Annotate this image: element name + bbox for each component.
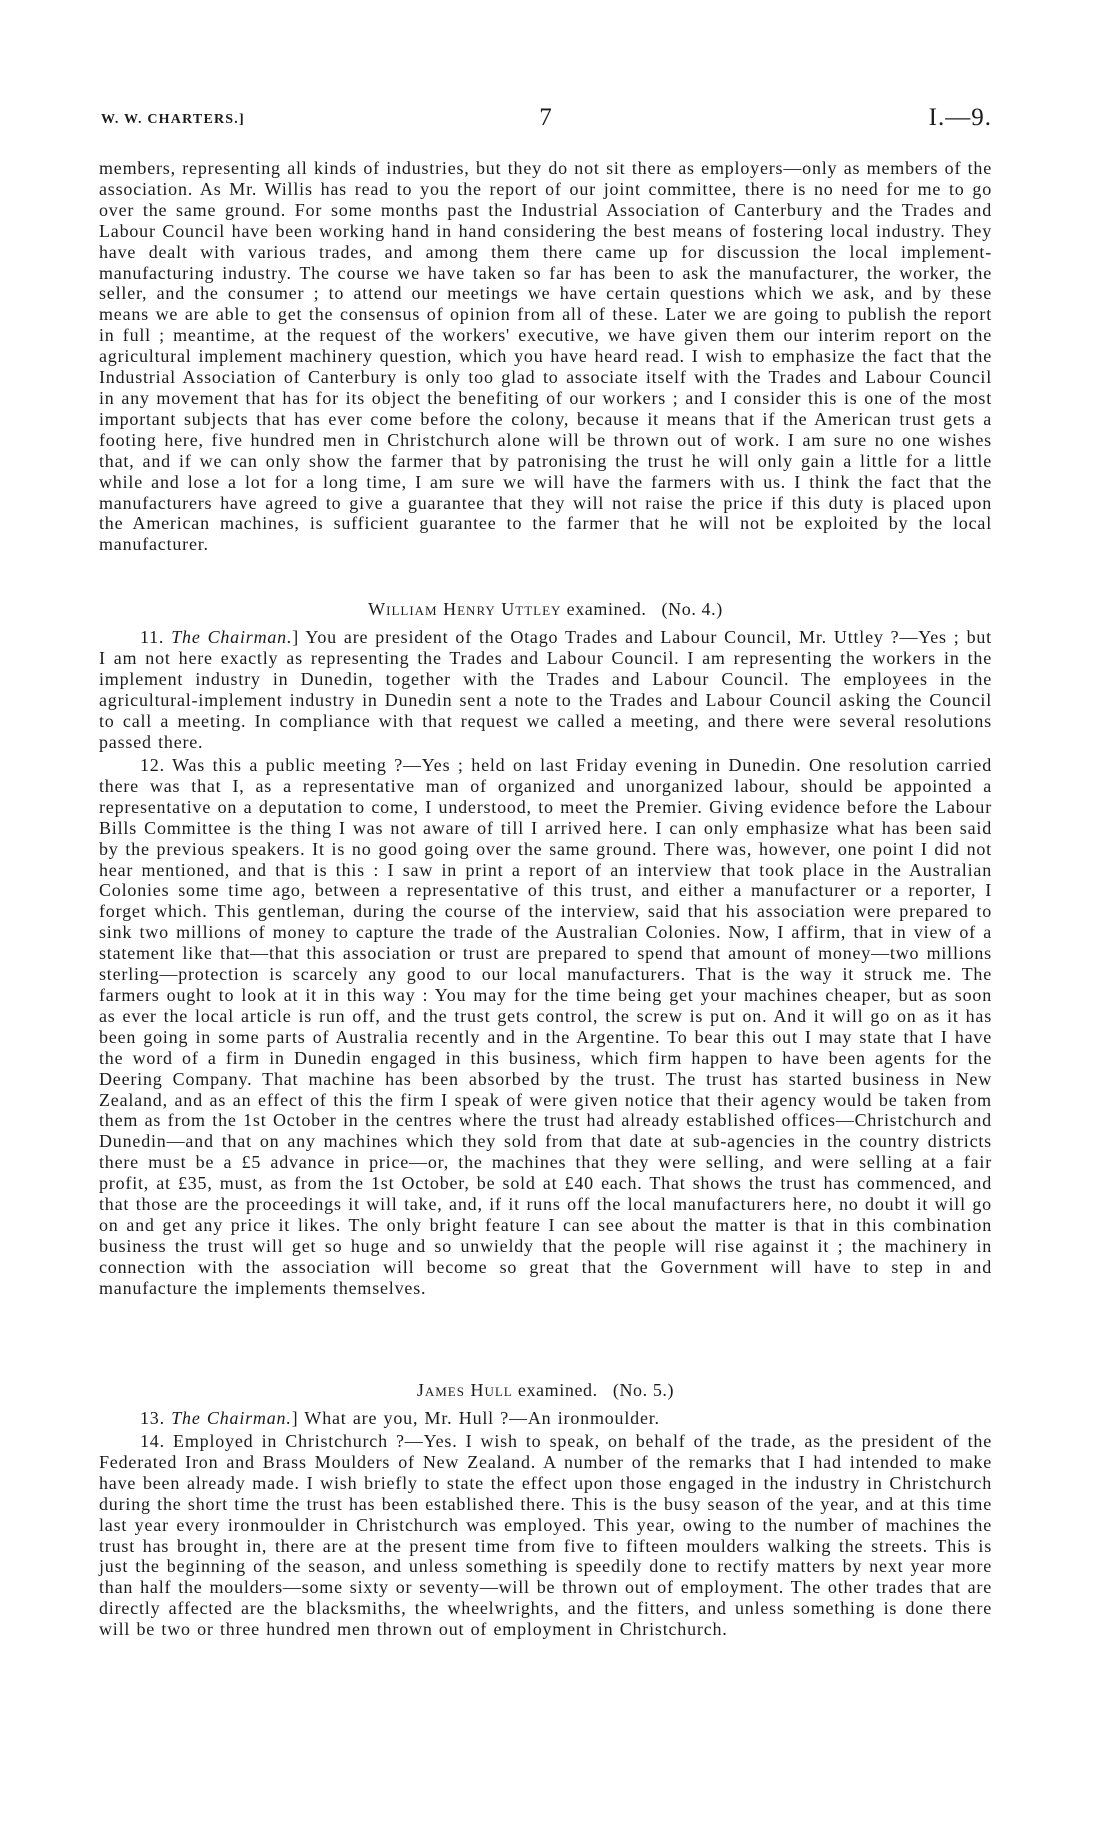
witness-running-head: W. W. CHARTERS.] [101,112,245,127]
question-paragraph-14 [99,1431,992,1640]
question-paragraph-11 [99,627,992,752]
witness-label: examined. [566,599,647,619]
question-text: Was this a public meeting ?—Yes ; held on last Friday evening in Dunedin. One resolution carried there was that I, as a representative man of organized and unorganized labour, should be appointed a representative on a deputation to come, I understood, to meet the Premier. Giving evidence before the Labour Bills Committee is the thing I was not aware of till I arrived here. I can only emphasize what has been said by the previous speakers. It is no good going over the same ground. There was, however, one point I did not hear mentioned, and that is this : I saw in print a report of an interview that took place in the Australian Colonies some time ago, between a representative of this trust, and either a manufacturer or a reporter, I forget which. This gentleman, during the course of the interview, said that his association were prepared to sink two millions of money to capture the trade of the Australian Colonies. Now, I affirm, that in view of a statement like that—that this association or trust are prepared to spend that amount of money—two millions sterling—protection is scarcely any good to our local manufacturers. That is the way it struck me. The farmers ought to look at it in this way : You may for the time being get your machines cheaper, but as soon as ever the local article is run off, and the trust gets control, the screw is put on. And it will go on as it has been going in some parts of Australia recently and in the Argentine. To bear this out I may state that I have the word of a firm in Dunedin engaged in this business, which firm happen to have been agents for the Deering Company. That machine has been absorbed by the trust. The trust has started business in New Zealand, and as an effect of this the firm I speak of were given notice that their agency would be taken from them as from the 1st October in the centres where the trust had already established offices—Christchurch and Dunedin—and that on any machines which they sold from that date at sub-agencies in the country districts there must be a £5 advance in price—or, the machines that they were selling, and were selling at a fair profit, at £35, must, as from the 1st October, be sold at £40 each. That shows the trust has commenced, and that those are the proceedings it will take, and, if it runs off the local manufacturers here, no doubt it will go on and get any price it likes. The only bright feature I can see about the matter is that in this combination business the trust will get so huge and so unwieldy that the people will rise against it ; the machinery in connection with the association will become so great that the Government will have to step in and manufacture the implements themselves. [99,755,992,1298]
question-paragraph-13 [99,1408,992,1429]
witness-label: examined. [517,1380,598,1400]
witness-heading-hull [99,1379,992,1401]
question-number: 11. [140,627,165,647]
question-number: 14. [140,1431,165,1451]
intro-paragraph: members, representing all kinds of industries, but they do not sit there as employers—only as members of the association. As Mr. Willis has read to you the report of our joint committee, there is no need for me to go over the same ground. For some months past the Industrial Association of Canterbury and the Trades and Labour Council have been working hand in hand considering the best means of fostering local industry. They have dealt with various trades, and among them there came up for discussion the local implement-manufacturing industry. The course we have taken so far has been to ask the manufacturer, the worker, the seller, and the consumer ; to attend our meetings we have certain questions which we ask, and by these means we are able to get the consensus of opinion from all of these. Later we are going to publish the report in full ; meantime, at the request of the workers' executive, we have given them our interim report on the agricultural implement machinery question, which you have heard read. I wish to emphasize the fact that the Industrial Association of Canterbury is only too glad to associate itself with the Trades and Labour Council in any movement that has for its object the benefiting of our workers ; and I consider this is one of the most important subjects that has ever come before the colony, because it means that if the American trust gets a footing here, five hundred men in Christchurch alone will be thrown out of work. I am sure no one wishes that, and if we can only show the farmer that by patronising the trust he will only gain a little for a little while and lose a lot for a long time, I am sure we will have the farmers with us. I think the fact that the manufacturers have agreed to give a guarantee that they will not raise the price if this duty is placed upon the American machines, is sufficient guarantee to the farmer that he will not be exploited by the local manufacturer. [99,158,992,555]
question-text: ] What are you, Mr. Hull ?—An ironmoulder. [291,1408,660,1428]
question-paragraph-12 [99,755,992,1299]
speaker-name: The Chairman. [171,1408,292,1428]
witness-heading-uttley [99,598,992,620]
question-text: Employed in Christchurch ?—Yes. I wish to speak, on behalf of the trade, as the president of the Federated Iron and Brass Moulders of New Zealand. A number of the remarks that I had intended to make have been already made. I wish briefly to state the effect upon those engaged in the industry in Christchurch during the short time the trust has been established there. This is the busy season of the year, and at this time last year every ironmoulder in Christchurch was employed. This year, owing to the number of machines the trust has brought in, there are at the present time from five to fifteen moulders walking the streets. This is just the beginning of the season, and unless something is speedily done to rectify matters by next year more than half the moulders—some sixty or seventy—will be thrown out of employment. The other trades that are directly affected are the blacksmiths, the wheelwrights, and the fitters, and unless something is done there will be two or three hundred men thrown out of employment in Christchurch. [99,1431,992,1640]
speaker-name: The Chairman. [171,627,293,647]
paper-reference: I.—9. [928,104,992,131]
page-number: 7 [539,104,552,131]
question-text: ] You are president of the Otago Trades and Labour Council, Mr. Uttley ?—Yes ; but I am not here exactly as representing the Trades and Labour Council. I am representing the workers in the implement industry in Dunedin, together with the Trades and Labour Council. The employees in the agricultural-implement industry in Dunedin sent a note to the Trades and Labour Council asking the Council to call a meeting. In compliance with that request we called a meeting, and there were several resolutions passed there. [99,627,992,752]
question-number: 12. [140,755,165,775]
page-header [99,104,992,134]
witness-name: James Hull [416,1380,513,1400]
witness-number: (No. 4.) [661,599,723,619]
witness-name: William Henry Uttley [368,599,562,619]
question-number: 13. [140,1408,165,1428]
witness-number: (No. 5.) [612,1380,675,1400]
